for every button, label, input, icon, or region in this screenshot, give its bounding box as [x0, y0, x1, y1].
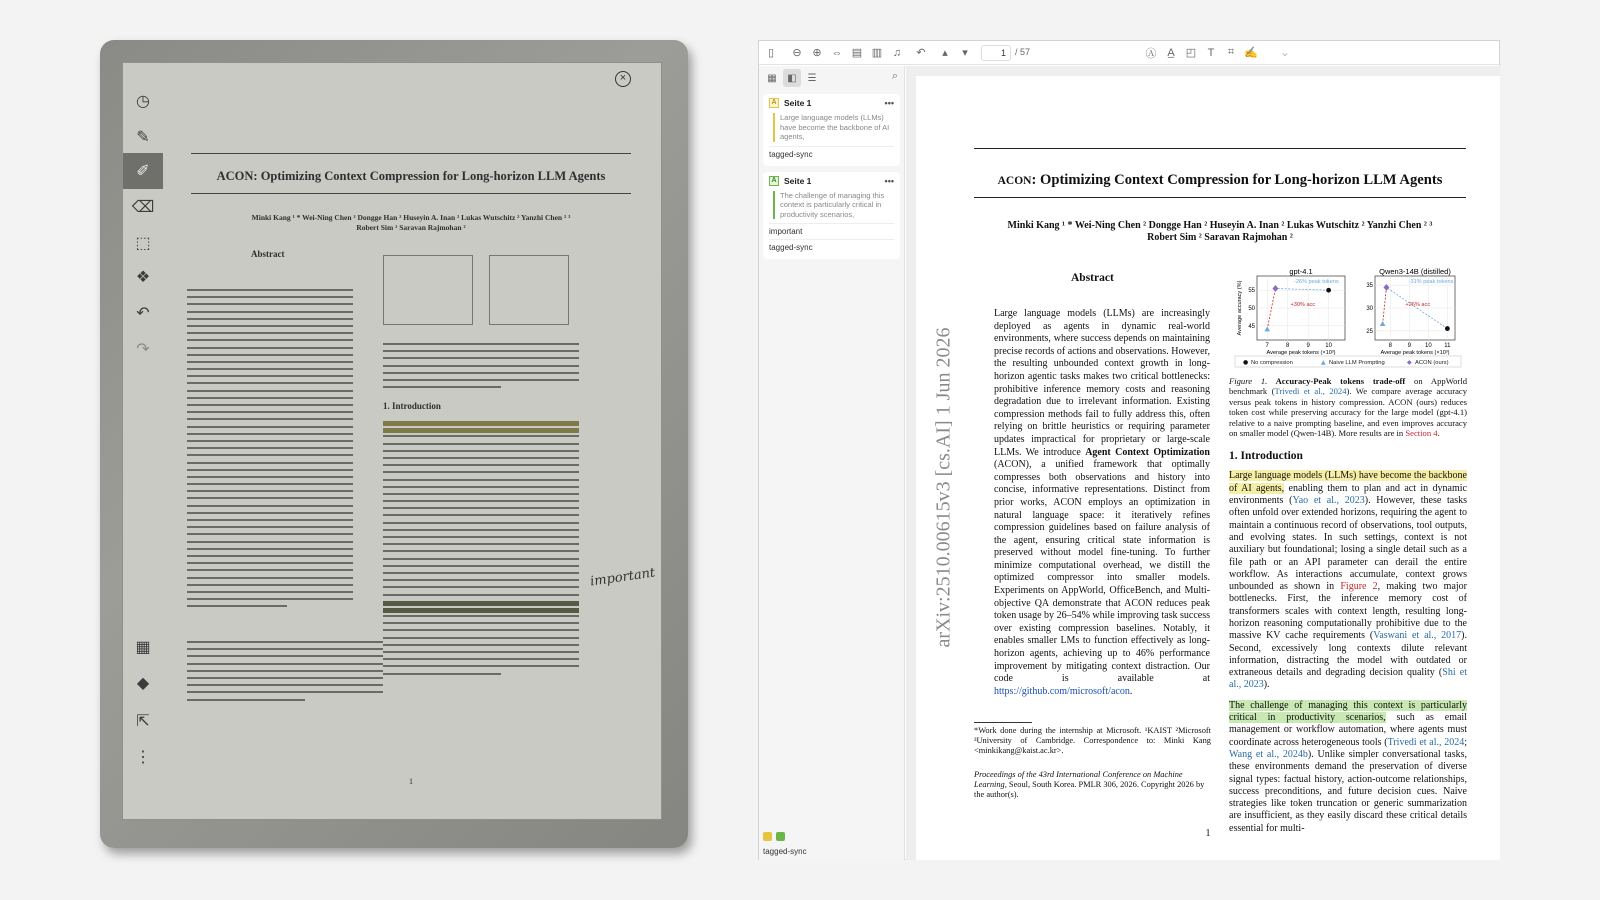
chart-title: gpt-4.1 — [1289, 267, 1313, 276]
eink-page-preview — [171, 93, 651, 786]
read-aloud-icon[interactable]: ♫ — [892, 46, 902, 59]
caption-citation[interactable]: Trivedi et al., 2024 — [1274, 386, 1347, 397]
eink-text-line — [187, 655, 383, 657]
x-tick-label: 8 — [1286, 343, 1290, 349]
eink-text-line — [383, 386, 501, 388]
legend-label: Naive LLM Prompting — [1329, 360, 1385, 366]
eink-text-line — [187, 691, 383, 693]
abstract-part-b: (ACON), a unified framework that optimally compresses both observations and history into concise, informative representations. Distinct from prior works, ACON employs an optimization in natural language space: it iteratively refines compression guidelines based on failure analysis of the agent, ensuring critical state information is preserved without model fine-tuning. To further minimize computational overhead, we distill the optimized compressor into smaller models. Experiments on AppWorld, OfficeBench, and Multi-objective QA demonstrate that ACON reduces peak token usage by 26–54% while improving task success over existing compression baselines. Notably, it enables smaller LMs to function effectively as long-horizon agents, achieving up to 46% performance improvement by mitigating context distraction. Our code is available at — [994, 459, 1210, 685]
search-icon[interactable]: ⌕ — [891, 70, 898, 82]
arxiv-stamp-text: arXiv:2510.00615v3 [cs.AI] 1 Jun 2026 — [932, 327, 955, 648]
annotation-header — [769, 98, 894, 108]
text-box-icon[interactable]: T — [1207, 46, 1215, 59]
annotations-tab-icon[interactable]: ◧ — [783, 69, 801, 87]
eink-text-line — [187, 404, 353, 406]
footnote: *Work done during the internship at Microsoft. ¹KAIST ²Microsoft ³University of Cambridge. Correspondence to: Minki Kang <minkikang@kaist.ac.kr>. — [974, 726, 1211, 755]
eink-text-line — [383, 637, 579, 639]
eink-text-line — [187, 584, 353, 586]
eink-screen — [122, 62, 662, 820]
sidebar-tabs — [759, 66, 904, 90]
eink-text-line — [187, 361, 353, 363]
history-back-icon[interactable]: ↶ — [916, 47, 926, 59]
eink-text-line — [383, 658, 579, 660]
eink-text-line — [187, 347, 353, 349]
clock-icon[interactable]: ◷ — [136, 93, 150, 110]
area-select-icon[interactable]: ⌗ — [1227, 46, 1235, 58]
caption-end: . — [1437, 428, 1440, 439]
proceedings-italic: Proceedings of the 43rd International Conference on Machine Learning — [974, 770, 1183, 789]
paper-title — [974, 172, 1466, 189]
eink-text-line — [383, 543, 579, 545]
eink-text-line — [383, 514, 579, 516]
eink-text-line — [383, 558, 579, 560]
handwritten-note: important — [589, 565, 657, 590]
eink-text-line — [187, 555, 353, 557]
intro-text — [1229, 470, 1467, 691]
x-tick-label: 10 — [1325, 343, 1332, 349]
eink-footnote-lines — [187, 641, 383, 706]
eink-text-line — [187, 433, 353, 435]
next-page-icon[interactable]: ▾ — [962, 47, 968, 59]
annotation-accuracy: +26% acc — [1405, 302, 1431, 308]
color-swatches — [763, 832, 807, 841]
zoom-out-icon[interactable]: ⊖ — [792, 47, 802, 59]
eink-text-line — [383, 522, 579, 524]
annotations-sidebar — [759, 66, 905, 860]
color-dropdown-icon[interactable]: ⌄ — [1280, 47, 1290, 59]
eink-title-rest: : Optimizing Context Compression for Long-horizon LLM Agents — [253, 169, 606, 183]
legend-marker: ▲ — [1321, 359, 1326, 366]
y-tick-label: 45 — [1248, 323, 1255, 330]
page-number: 1 — [1205, 828, 1211, 839]
text-annotation-icon[interactable]: Ⓐ — [1145, 47, 1157, 60]
annotation-tokens: -31% peak tokens — [1408, 279, 1454, 285]
sidebar-toggle-icon[interactable]: ▯ — [767, 47, 775, 59]
eink-text-line — [383, 486, 579, 488]
right-column — [1229, 266, 1467, 835]
eink-intro-lines — [383, 421, 579, 680]
eink-text-line — [383, 450, 579, 452]
yellow-highlight[interactable]: Large language models (LLMs) have become the backbone of AI agents, — [1229, 470, 1467, 494]
eink-page-number: 1 — [409, 777, 413, 786]
eink-text-line — [383, 615, 579, 617]
x-tick-label: 7 — [1265, 343, 1269, 349]
redo-icon[interactable]: ↷ — [136, 341, 150, 358]
eink-text-line — [383, 651, 579, 653]
eink-caption-lines — [383, 343, 579, 393]
data-point-no-compression — [1445, 326, 1450, 331]
eink-text-line — [187, 490, 353, 492]
footnote-rule — [974, 722, 1032, 723]
legend-label: ACON (ours) — [1415, 360, 1449, 366]
citation-link[interactable]: Shi et al., 2023 — [1229, 667, 1467, 691]
title-rule-bottom — [974, 197, 1466, 198]
eink-text-line — [383, 443, 579, 445]
eink-text-line — [187, 512, 353, 514]
yellow-swatch[interactable] — [763, 832, 772, 841]
eink-authors-line1: Minki Kang ¹ * Wei-Ning Chen ² Dongge Han ² Huseyin A. Inan ² Lukas Wutschitz ² Yanzhi Chen ² ³ — [251, 213, 571, 222]
share-icon[interactable]: ⇱ — [136, 713, 150, 730]
eink-intro-heading: 1. Introduction — [383, 401, 441, 411]
intro-p1-d: ). Second, excessively long contexts dilute relevant information, distracting the model with outdated or extraneous details and degrading decision quality ( — [1229, 630, 1467, 679]
eink-text-line — [383, 601, 579, 606]
arxiv-stamp — [924, 316, 964, 676]
annotation-card[interactable] — [763, 172, 900, 260]
eink-text-line — [187, 289, 353, 291]
figure-1 — [1229, 266, 1467, 370]
highlight-text-icon[interactable]: A̲ — [1167, 46, 1175, 59]
y-axis-label: Average accuracy (%) — [1237, 280, 1243, 336]
paper-title-acronym: ACON — [997, 175, 1032, 187]
close-icon[interactable]: × — [615, 71, 631, 87]
select-icon[interactable]: ⬚ — [135, 235, 151, 252]
eink-text-line — [187, 548, 353, 550]
green-highlight[interactable]: The challenge of managing this context is particularly critical in productivity scenarios, — [1229, 699, 1467, 724]
eink-text-line — [187, 418, 353, 420]
eink-text-line — [383, 665, 579, 667]
note-icon[interactable]: ◰ — [1185, 47, 1197, 59]
figure-caption — [1229, 376, 1467, 438]
thumbnails-tab-icon[interactable]: ▦ — [767, 72, 777, 84]
eink-text-line — [187, 677, 383, 679]
eink-text-line — [383, 479, 579, 481]
data-point-no-compression — [1326, 288, 1331, 293]
eink-text-line — [383, 343, 579, 345]
eink-text-line — [187, 476, 353, 478]
y-tick-label: 55 — [1248, 288, 1255, 295]
x-tick-label: 10 — [1424, 343, 1432, 349]
intro-p2-a: such as email management or workflow automation, where agents must coordinate across heterogeneous tools ( — [1229, 712, 1467, 748]
legend-marker: ● — [1243, 359, 1249, 366]
tag-icon[interactable]: ◆ — [136, 675, 150, 692]
annotation-header — [769, 176, 894, 186]
eraser-icon[interactable]: ⌫ — [131, 199, 155, 216]
legend-marker: ◆ — [1407, 359, 1412, 366]
x-tick-label: 8 — [1388, 343, 1392, 349]
citation-separator: ; — [1464, 736, 1468, 748]
grid-icon[interactable]: ▦ — [135, 639, 151, 656]
eink-text-line — [187, 497, 353, 499]
eink-text-line — [187, 663, 383, 665]
fit-width-icon[interactable]: ⇔ — [831, 46, 843, 59]
eink-text-line — [187, 577, 353, 579]
y-tick-label: 50 — [1248, 306, 1255, 312]
intro-p1-b: ). However, these tasks often unfold over extended horizons, requiring the agent to maintain a continuous record of observations, tool outputs, and evolving states. In such settings, context is not auxiliary but foundational; losing a single detail such as a file path or an API parameter can derail the entire workflow. As interactions accumulate, context grows unbounded as shown in — [1229, 495, 1468, 593]
annotation-card[interactable] — [763, 94, 900, 166]
x-axis-label: Average peak tokens (×10³) — [1266, 350, 1336, 356]
eink-text-line — [187, 541, 353, 543]
x-tick-label: 9 — [1407, 343, 1411, 349]
highlighter-icon[interactable]: ✐ — [123, 153, 163, 189]
outline-tab-icon[interactable]: ☰ — [807, 72, 817, 84]
eink-text-line — [187, 505, 353, 507]
eink-text-line — [187, 426, 353, 428]
eink-text-line — [187, 354, 353, 356]
undo-icon[interactable]: ↶ — [136, 305, 150, 322]
intro-p2-b: ). Unlike simpler conversational tasks, these environments demand the preservation of diverse signal types: factual history, action-outcome relationships, success preconditions, and future decision cues. Naive strategies like token truncation or generic summarization are insufficient, as they easily discard these critical details essential for multi- — [1229, 748, 1467, 834]
annotation-tag[interactable]: important — [769, 223, 894, 239]
eink-text-line — [187, 375, 353, 377]
reader-mode-icon[interactable]: ▥ — [871, 47, 883, 59]
page-number-input[interactable]: 1 — [981, 45, 1011, 61]
authors-line-2: Robert Sim ² Saravan Rajmohan ² — [1147, 232, 1293, 243]
intro-p1-a: enabling them to plan and act in dynamic environments ( — [1229, 482, 1467, 507]
intro-p1-c: , making two major bottlenecks. First, the inference memory cost of transformers scales with context length, resulting long-horizon reasoning computationally prohibitive due to the massive KV cache requirements ( — [1229, 581, 1467, 642]
eink-text-line — [383, 673, 501, 675]
eink-abstract-lines — [187, 289, 353, 612]
eink-text-line — [187, 339, 353, 341]
eink-text-line — [383, 464, 579, 466]
eink-authors-line2: Robert Sim ² Saravan Rajmohan ² — [356, 223, 466, 232]
eink-text-line — [383, 507, 579, 509]
eink-text-line — [383, 550, 579, 552]
eink-text-line — [187, 670, 383, 672]
eink-text-line — [187, 325, 353, 327]
eink-text-line — [383, 579, 579, 581]
eink-text-line — [187, 440, 353, 442]
abstract-part-a: Large language models (LLMs) are increasingly deployed as agents in dynamic real-world environments, where success depends on maintaining precise records of actions and observations. However, the resulting unbounded context growth in long-horizon agentic tasks makes two critical bottlenecks: prohibitive inference memory costs and reasoning degradation due to irrelevant information. Existing compression methods fail to fully address this, often relying on brittle heuristics or requiring parameter updates impractical for proprietary or large-scale LLMs. We introduce — [994, 308, 1210, 458]
eink-text-line — [187, 397, 353, 399]
eink-text-line — [187, 332, 353, 334]
ink-icon[interactable]: ✍ — [1244, 47, 1258, 59]
caption-part-a: on AppWorld benchmark ( — [1229, 376, 1467, 397]
highlight-annotation-icon: A — [769, 98, 779, 108]
y-tick-label: 25 — [1366, 328, 1373, 335]
green-swatch[interactable] — [776, 832, 785, 841]
eink-text-line — [383, 435, 579, 437]
caption-section-ref[interactable]: Section 4 — [1405, 428, 1438, 439]
eink-text-line — [187, 296, 353, 298]
eink-text-line — [383, 428, 579, 433]
eink-text-line — [187, 382, 353, 384]
abstract-end: . — [1129, 685, 1133, 697]
eink-text-line — [383, 622, 579, 624]
eink-text-line — [187, 390, 353, 392]
abstract-text — [994, 308, 1210, 698]
page-view-icon[interactable]: ▤ — [851, 47, 863, 59]
caption-part-b: ). We compare average accuracy versus peak tokens in history compression. ACON (ours) reduces token cost while preserving accuracy for the large model (gpt-4.1) relative to a naive prompting baseline, and even improves accuracy on smaller model (Qwen-14B). More results are in — [1229, 386, 1468, 439]
eink-text-line — [187, 641, 383, 643]
eink-title-rule — [191, 153, 631, 154]
eink-text-line — [383, 594, 579, 596]
y-tick-label: 35 — [1366, 283, 1373, 290]
eink-text-line — [187, 591, 353, 593]
eink-text-line — [383, 457, 579, 459]
x-axis-label: Average peak tokens (×10³) — [1380, 350, 1450, 356]
annotation-quote: Large language models (LLMs) have become the backbone of AI agents, — [773, 113, 894, 142]
figure-ref-link[interactable]: Figure 2 — [1340, 581, 1378, 593]
annotation-tag[interactable]: tagged-sync — [769, 146, 894, 162]
annotation-page-label: Seite 1 — [784, 175, 812, 186]
chart-title: Qwen3-14B (distilled) — [1379, 267, 1451, 276]
eink-abstract-heading: Abstract — [251, 249, 285, 259]
eink-text-line — [383, 365, 579, 367]
annotation-page-label: Seite 1 — [784, 98, 812, 108]
paper-title-rest: : Optimizing Context Compression for Long-horizon LLM Agents — [1031, 172, 1443, 188]
eink-text-line — [383, 644, 579, 646]
eink-text-line — [383, 471, 579, 473]
eink-text-line — [383, 586, 579, 588]
citation-link[interactable]: Yao et al., 2023 — [1292, 495, 1365, 507]
eink-text-line — [383, 572, 579, 574]
eink-text-line — [383, 421, 579, 426]
annotation-more-icon[interactable]: ••• — [884, 98, 894, 108]
eink-title-rule-bottom — [191, 193, 631, 194]
caption-lead: Figure 1. — [1229, 376, 1268, 386]
footer-tag-filter[interactable]: tagged-sync — [763, 847, 807, 856]
eink-text-line — [383, 565, 579, 567]
intro-text-2 — [1229, 700, 1467, 835]
citation-link[interactable]: Trivedi et al., 2024 — [1387, 736, 1465, 748]
legend-label: No compression — [1251, 360, 1293, 366]
eink-text-line — [187, 447, 353, 449]
citation-link[interactable]: Vaswani et al., 2017 — [1373, 630, 1462, 642]
y-tick-label: 30 — [1366, 306, 1373, 312]
eink-title-sc: ACON — [216, 169, 254, 183]
eink-text-line — [187, 533, 353, 535]
zoom-in-icon[interactable]: ⊕ — [812, 47, 822, 59]
annotation-tag[interactable]: tagged-sync — [769, 239, 894, 255]
eink-text-line — [187, 303, 353, 305]
eink-text-line — [383, 608, 579, 613]
caption-bold: Accuracy-Peak tokens trade-off — [1267, 376, 1406, 386]
proceedings-note — [974, 770, 1211, 800]
layers-icon[interactable]: ❖ — [135, 269, 151, 286]
eink-text-line — [187, 526, 353, 528]
eink-text-line — [187, 598, 353, 600]
annotation-quote: The challenge of managing this context is particularly critical in productivity scenarios, — [773, 191, 894, 220]
prev-page-icon[interactable]: ▴ — [942, 47, 948, 59]
eink-text-line — [187, 462, 353, 464]
eink-text-line — [187, 648, 383, 650]
authors-line-1: Minki Kang ¹ * Wei-Ning Chen ² Dongge Han ² Huseyin A. Inan ² Lukas Wutschitz ² Yanzhi Chen ² ³ — [1007, 220, 1433, 231]
pen-tool-icon[interactable]: ✎ — [136, 129, 150, 146]
pdf-viewer-window — [758, 40, 1500, 860]
page-count: / 57 — [1015, 47, 1031, 57]
pdf-page — [916, 76, 1500, 860]
eink-text-line — [187, 411, 353, 413]
code-link[interactable]: https://github.com/microsoft/acon — [994, 685, 1130, 697]
eink-text-line — [383, 379, 579, 381]
eink-authors — [191, 213, 631, 233]
eink-text-line — [187, 318, 353, 320]
eink-text-line — [383, 493, 579, 495]
eink-text-line — [187, 684, 383, 686]
intro-heading: 1. Introduction — [1229, 450, 1303, 463]
document-canvas[interactable] — [906, 66, 1500, 860]
title-rule-top — [974, 148, 1466, 149]
annotation-accuracy: +30% acc — [1290, 302, 1316, 308]
citation-link[interactable]: Wang et al., 2024b — [1229, 748, 1308, 760]
eink-text-line — [187, 569, 353, 571]
eink-device — [100, 40, 688, 848]
eink-text-line — [187, 562, 353, 564]
annotation-more-icon[interactable]: ••• — [884, 175, 894, 186]
eink-text-line — [383, 357, 579, 359]
abstract-heading: Abstract — [1071, 272, 1114, 284]
eink-text-line — [383, 536, 579, 538]
eink-text-line — [383, 350, 579, 352]
eink-text-line — [187, 483, 353, 485]
abstract-bold-term: Agent Context Optimization — [1085, 446, 1210, 458]
eink-text-line — [383, 372, 579, 374]
x-tick-label: 9 — [1306, 343, 1310, 349]
paper-authors — [974, 220, 1466, 244]
eink-text-line — [187, 699, 305, 701]
eink-text-line — [383, 529, 579, 531]
eink-text-line — [187, 519, 353, 521]
more-icon[interactable]: ⋮ — [135, 749, 151, 766]
viewer-toolbar — [759, 41, 1501, 65]
eink-text-line — [187, 368, 353, 370]
eink-text-line — [187, 605, 287, 607]
highlight-annotation-icon: A — [769, 176, 779, 186]
sidebar-footer — [763, 832, 807, 856]
intro-p1-e: ). — [1263, 679, 1270, 691]
x-tick-label: 11 — [1444, 343, 1451, 349]
eink-text-line — [383, 500, 579, 502]
figure-1-chart — [1229, 266, 1467, 370]
eink-text-line — [383, 629, 579, 631]
eink-text-line — [187, 454, 353, 456]
eink-text-line — [187, 469, 353, 471]
eink-paper-title — [191, 169, 631, 184]
proceedings-rest: , Seoul, South Korea. PMLR 306, 2026. Copyright 2026 by the author(s). — [974, 780, 1205, 799]
annotation-tokens: -26% peak tokens — [1293, 279, 1339, 285]
eink-figure-right — [489, 255, 569, 325]
eink-text-line — [187, 311, 353, 313]
eink-figure-left — [383, 255, 473, 325]
